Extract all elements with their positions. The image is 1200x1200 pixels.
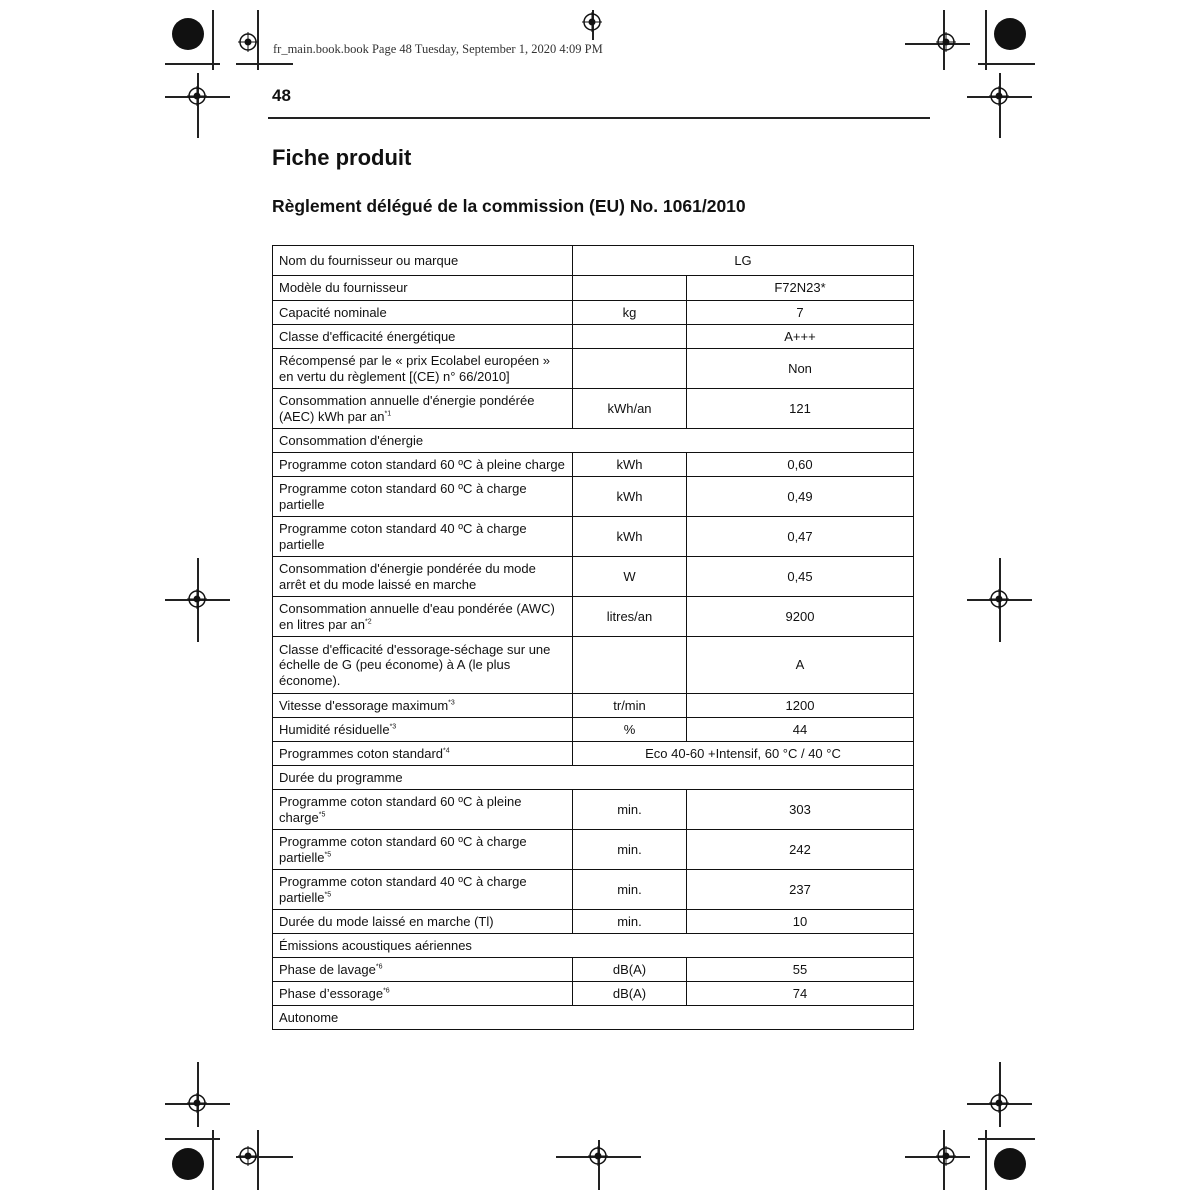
- row-label: Classe d'efficacité d'essorage-séchage sur une échelle de G (peu économe) à A (le plus économe).: [273, 637, 573, 694]
- row-label: Programme coton standard 60 ºC à pleine charge: [273, 453, 573, 477]
- row-value: F72N23*: [687, 276, 914, 301]
- registration-dot-icon: [172, 1148, 204, 1180]
- row-label: Modèle du fournisseur: [273, 276, 573, 301]
- row-value: A+++: [687, 325, 914, 349]
- row-unit: [573, 637, 687, 694]
- row-unit: dB(A): [573, 982, 687, 1006]
- table-row: [273, 597, 914, 637]
- row-value: 121: [687, 389, 914, 429]
- row-label: [273, 830, 573, 870]
- row-label: Programme coton standard 40 ºC à charge partielle: [273, 517, 573, 557]
- row-value: 0,60: [687, 453, 914, 477]
- row-unit: min.: [573, 830, 687, 870]
- row-value: 74: [687, 982, 914, 1006]
- row-label: Classe d'efficacité énergétique: [273, 325, 573, 349]
- footnote-ref: *5: [324, 891, 332, 899]
- row-unit: kWh: [573, 477, 687, 517]
- row-label-text: Programme coton standard 40 ºC à charge partielle: [279, 874, 527, 905]
- row-label: Nom du fournisseur ou marque: [273, 246, 573, 276]
- row-unit: kg: [573, 301, 687, 325]
- row-label: [273, 982, 573, 1006]
- registration-dot-icon: [994, 1148, 1026, 1180]
- row-unit: litres/an: [573, 597, 687, 637]
- registration-target-icon: [588, 1146, 608, 1171]
- registration-target-icon: [238, 32, 258, 57]
- row-label: Consommation d'énergie pondérée du mode arrêt et du mode laissé en marche: [273, 557, 573, 597]
- row-unit: tr/min: [573, 694, 687, 718]
- footnote-ref: *5: [318, 811, 326, 819]
- page-title: Fiche produit: [272, 145, 412, 170]
- row-label: Capacité nominale: [273, 301, 573, 325]
- row-unit: kWh: [573, 453, 687, 477]
- table-row: [273, 694, 914, 718]
- row-value: 10: [687, 910, 914, 934]
- row-label: [273, 742, 573, 766]
- row-label: [273, 597, 573, 637]
- footnote-ref: *6: [375, 963, 383, 971]
- row-value: 44: [687, 718, 914, 742]
- row-value: Eco 40-60 +Intensif, 60 °C / 40 °C: [573, 742, 914, 766]
- row-value: Non: [687, 349, 914, 389]
- table-row: [273, 982, 914, 1006]
- registration-target-icon: [989, 1093, 1009, 1118]
- table-row: [273, 517, 914, 557]
- row-label: Durée du mode laissé en marche (Tl): [273, 910, 573, 934]
- row-unit: %: [573, 718, 687, 742]
- row-label-text: Humidité résiduelle: [279, 721, 390, 737]
- product-spec-table: [272, 245, 914, 1030]
- row-unit: min.: [573, 870, 687, 910]
- row-label: [273, 718, 573, 742]
- row-unit: dB(A): [573, 958, 687, 982]
- table-row: [273, 246, 914, 276]
- row-unit: min.: [573, 790, 687, 830]
- row-unit: kWh: [573, 517, 687, 557]
- table-row: [273, 389, 914, 429]
- row-value: 9200: [687, 597, 914, 637]
- registration-target-icon: [936, 1146, 956, 1171]
- table-row: [273, 349, 914, 389]
- registration-dot-icon: [994, 18, 1026, 50]
- section-row: [273, 1006, 914, 1030]
- row-unit: min.: [573, 910, 687, 934]
- table-row: [273, 557, 914, 597]
- table-row: [273, 453, 914, 477]
- registration-target-icon: [187, 86, 207, 111]
- row-value: 0,45: [687, 557, 914, 597]
- table-row: [273, 958, 914, 982]
- footnote-ref: *4: [443, 747, 450, 755]
- section-row: [273, 934, 914, 958]
- row-value: 0,49: [687, 477, 914, 517]
- footnote-ref: *3: [448, 699, 455, 707]
- row-label-text: Phase d’essorage: [279, 985, 384, 1001]
- registration-target-icon: [238, 1146, 258, 1171]
- registration-target-icon: [936, 32, 956, 57]
- registration-target-icon: [989, 589, 1009, 614]
- row-value: 303: [687, 790, 914, 830]
- section-row: [273, 429, 914, 453]
- row-label-text: Consommation annuelle d'énergie pondérée (AEC) kWh par an: [279, 393, 535, 424]
- table-row: [273, 910, 914, 934]
- row-label-text: Vitesse d'essorage maximum: [279, 697, 449, 713]
- row-label-text: Programmes coton standard: [279, 745, 444, 761]
- row-unit: kWh/an: [573, 389, 687, 429]
- row-value: 55: [687, 958, 914, 982]
- row-unit: [573, 325, 687, 349]
- footnote-ref: *2: [365, 618, 372, 626]
- row-label: [273, 694, 573, 718]
- registration-dot-icon: [172, 18, 204, 50]
- section-label: Durée du programme: [273, 766, 914, 790]
- row-label-text: Programme coton standard 60 ºC à charge partielle: [279, 834, 527, 865]
- table-row: [273, 637, 914, 694]
- row-value: A: [687, 637, 914, 694]
- registration-target-icon: [582, 12, 602, 37]
- row-label: [273, 389, 573, 429]
- page-number: 48: [272, 86, 291, 105]
- registration-target-icon: [989, 86, 1009, 111]
- row-value: 1200: [687, 694, 914, 718]
- row-value: 7: [687, 301, 914, 325]
- row-unit: W: [573, 557, 687, 597]
- table-row: [273, 718, 914, 742]
- row-label-text: Programme coton standard 60 ºC à pleine charge: [279, 794, 522, 825]
- row-label: [273, 790, 573, 830]
- row-label-text: Phase de lavage: [279, 961, 376, 977]
- footnote-ref: *6: [383, 987, 390, 995]
- row-value: 237: [687, 870, 914, 910]
- table-row: [273, 301, 914, 325]
- row-value: LG: [573, 246, 914, 276]
- row-value: 0,47: [687, 517, 914, 557]
- table-row: [273, 477, 914, 517]
- registration-target-icon: [187, 589, 207, 614]
- section-label: Émissions acoustiques aériennes: [273, 934, 914, 958]
- footnote-ref: *5: [324, 851, 332, 859]
- registration-target-icon: [187, 1093, 207, 1118]
- row-label: [273, 870, 573, 910]
- table-row: [273, 325, 914, 349]
- header-rule: [268, 117, 930, 119]
- row-label-text: Consommation annuelle d'eau pondérée (AWC) en litres par an: [279, 601, 555, 632]
- print-slug: fr_main.book.book Page 48 Tuesday, September 1, 2020 4:09 PM: [273, 42, 603, 56]
- table-row: [273, 276, 914, 301]
- table-row: [273, 830, 914, 870]
- row-unit: [573, 349, 687, 389]
- section-label: Autonome: [273, 1006, 914, 1030]
- section-label: Consommation d'énergie: [273, 429, 914, 453]
- footnote-ref: *1: [384, 410, 392, 418]
- row-unit: [573, 276, 687, 301]
- regulation-subtitle: Règlement délégué de la commission (EU) No. 1061/2010: [272, 196, 746, 216]
- row-label: Récompensé par le « prix Ecolabel européen » en vertu du règlement [(CE) n° 66/2010]: [273, 349, 573, 389]
- table-row: [273, 790, 914, 830]
- table-row: [273, 742, 914, 766]
- section-row: [273, 766, 914, 790]
- table-row: [273, 870, 914, 910]
- row-label: [273, 958, 573, 982]
- row-value: 242: [687, 830, 914, 870]
- row-label: Programme coton standard 60 ºC à charge partielle: [273, 477, 573, 517]
- footnote-ref: *3: [389, 723, 397, 731]
